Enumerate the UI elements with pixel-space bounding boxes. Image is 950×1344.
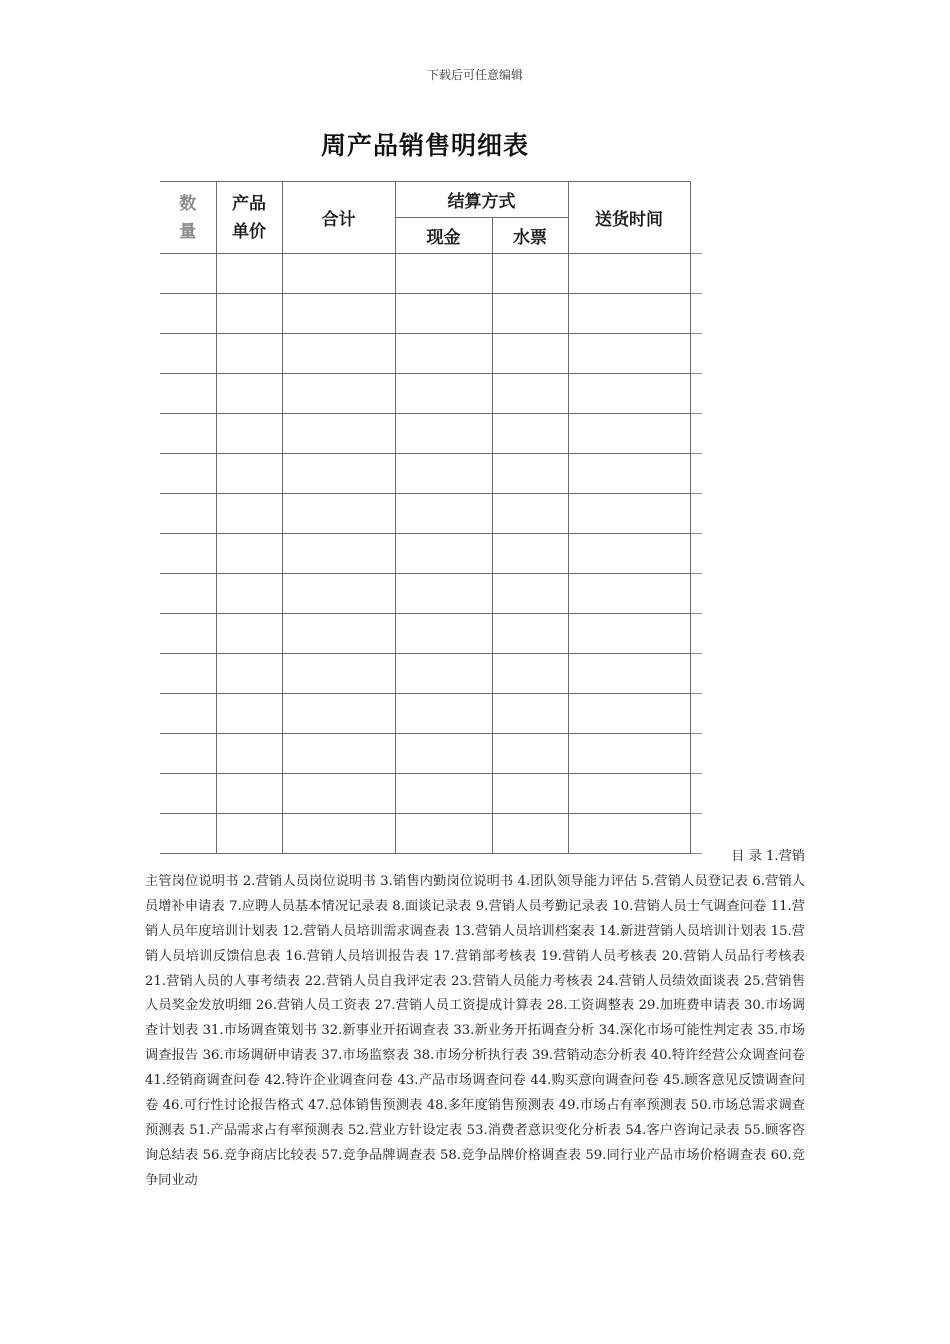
table-row <box>160 614 702 654</box>
table-cell <box>395 734 492 774</box>
table-cell <box>216 654 282 694</box>
table-cell <box>216 414 282 454</box>
table-cell <box>568 774 690 814</box>
edge-cell <box>690 574 702 614</box>
unit-price-header <box>216 182 282 254</box>
table-cell <box>568 254 690 294</box>
table-cell <box>282 774 395 814</box>
table-cell <box>160 574 216 614</box>
water-ticket-header: 水票 <box>492 218 568 254</box>
table-cell <box>216 334 282 374</box>
table-cell <box>216 734 282 774</box>
table-title: 周产品销售明细表 <box>320 131 529 160</box>
table-cell <box>568 694 690 734</box>
table-cell <box>492 734 568 774</box>
edge-cell <box>690 182 702 254</box>
edge-cell <box>690 534 702 574</box>
edge-cell <box>690 374 702 414</box>
table-cell <box>568 294 690 334</box>
total-header: 合计 <box>282 182 395 254</box>
edge-cell <box>690 414 702 454</box>
table-row <box>160 534 702 574</box>
table-cell <box>492 534 568 574</box>
table-cell <box>492 494 568 534</box>
table-cell <box>492 374 568 414</box>
table-row <box>160 334 702 374</box>
table-cell <box>160 334 216 374</box>
edge-cell <box>690 494 702 534</box>
toc-body: 主管岗位说明书 2.营销人员岗位说明书 3.销售内勤岗位说明书 4.团队领导能力评估 5.营销人员登记表 6.营销人员增补申请表 7.应聘人员基本情况记录表 8.面谈记录表 9.营销人员考勤记录表 10.营销人员士气调查问卷 11.营销人员年度培训计划表 12.营销人员培训需求调查表 13.营销人员培训档案表 14.新进营销人员培训计划表 15.营销人员培训反馈信息表 16.营销人员培训报告表 17.营销部考核表 19.营销人员考核表 20.营销人员品行考核表 21.营销人员的人事考绩表 22.营销人员自我评定表 23.营销人员能力考核表 24.营销人员绩效面谈表 25.营销售人员奖金发放明细 26.营销人员工资表 27.营销人员工资提成计算表 28.工资调整表 29.加班费申请表 30.市场调查计划表 31.市场调查策划书 32.新事业开拓调查表 33.新业务开拓调查分析 34.深化市场可能性判定表 35.市场调查报告 36.市场调研申请表 37.市场监察表 38.市场分析执行表 39.营销动态分析表 40.特许经营公众调查问卷 41.经销商调查问卷 42.特许企业调查问卷 43.产品市场调查问卷 44.购买意向调查问卷 45.顾客意见反馈调查问卷 46.可行性讨论报告格式 47.总体销售预测表 48.多年度销售预测表 49.市场占有率预测表 50.市场总需求调查预测表 51.产品需求占有率预测表 52.营业方针设定表 53.消费者意识变化分析表 54.客户咨询记录表 55.顾客咨询总结表 56.竞争商店比较表 57.竞争品牌调查表 58.竞争品牌价格调查表 59.同行业产品市场价格调查表 60.竞争同业动 <box>145 873 805 1188</box>
table-cell <box>492 294 568 334</box>
header-note: 下载后可任意编辑 <box>426 68 523 82</box>
table-cell <box>568 654 690 694</box>
table-row <box>160 734 702 774</box>
table-cell <box>282 494 395 534</box>
settlement-header: 结算方式 <box>395 182 568 218</box>
quantity-header-line2: 量 <box>179 221 197 242</box>
delivery-time-header: 送货时间 <box>568 182 690 254</box>
table-cell <box>160 614 216 654</box>
table-cell <box>282 454 395 494</box>
edge-cell <box>690 614 702 654</box>
table-cell <box>160 374 216 414</box>
table-cell <box>216 694 282 734</box>
table-cell <box>216 254 282 294</box>
table-cell <box>282 334 395 374</box>
table-cell <box>282 254 395 294</box>
table-cell <box>492 414 568 454</box>
table-cell <box>492 694 568 734</box>
table-cell <box>282 414 395 454</box>
unit-price-header-line2: 单价 <box>232 221 266 242</box>
edge-cell <box>690 654 702 694</box>
table-cell <box>568 414 690 454</box>
table-cell <box>492 334 568 374</box>
cash-header: 现金 <box>395 218 492 254</box>
table-cell <box>282 534 395 574</box>
table-cell <box>568 614 690 654</box>
table-row <box>160 694 702 734</box>
table-row <box>160 414 702 454</box>
table-row <box>160 294 702 334</box>
table-cell <box>492 254 568 294</box>
table-cell <box>395 694 492 734</box>
table-cell <box>216 294 282 334</box>
table-cell <box>568 334 690 374</box>
table-cell <box>282 294 395 334</box>
table-cell <box>395 494 492 534</box>
table-cell <box>160 694 216 734</box>
table-body <box>160 254 702 854</box>
quantity-header <box>160 182 216 254</box>
table-cell <box>160 774 216 814</box>
edge-cell <box>690 694 702 734</box>
table-cell <box>492 614 568 654</box>
table-cell <box>568 734 690 774</box>
table-cell <box>395 334 492 374</box>
table-cell <box>568 534 690 574</box>
table-cell <box>568 454 690 494</box>
table-cell <box>492 454 568 494</box>
edge-cell <box>690 334 702 374</box>
toc-first-line: 目 录 1.营销 <box>731 849 805 864</box>
table-cell <box>395 534 492 574</box>
table-cell <box>160 734 216 774</box>
sales-table <box>160 181 702 854</box>
edge-cell <box>690 294 702 334</box>
table-cell <box>160 654 216 694</box>
table-cell <box>160 534 216 574</box>
table-cell <box>568 494 690 534</box>
table-cell <box>160 294 216 334</box>
table-cell <box>395 774 492 814</box>
table-row <box>160 454 702 494</box>
table-cell <box>568 374 690 414</box>
table-cell <box>160 454 216 494</box>
table-cell <box>216 374 282 414</box>
table-cell <box>216 774 282 814</box>
table-cell <box>160 254 216 294</box>
toc <box>145 845 805 1194</box>
table-row <box>160 254 702 294</box>
table-cell <box>395 614 492 654</box>
table-cell <box>395 374 492 414</box>
table-row <box>160 374 702 414</box>
unit-price-header-line1: 产品 <box>232 193 266 214</box>
table-cell <box>216 454 282 494</box>
table-cell <box>282 694 395 734</box>
table-cell <box>160 414 216 454</box>
table-cell <box>282 654 395 694</box>
edge-cell <box>690 774 702 814</box>
table-cell <box>395 654 492 694</box>
table-cell <box>282 374 395 414</box>
table-cell <box>395 294 492 334</box>
table-cell <box>492 774 568 814</box>
table-cell <box>395 574 492 614</box>
table-cell <box>395 454 492 494</box>
edge-cell <box>690 734 702 774</box>
table-cell <box>492 574 568 614</box>
table-cell <box>216 494 282 534</box>
table-row <box>160 654 702 694</box>
table-cell <box>568 574 690 614</box>
table-cell <box>282 614 395 654</box>
table-row <box>160 494 702 534</box>
table-cell <box>282 734 395 774</box>
table-cell <box>216 574 282 614</box>
table-cell <box>160 494 216 534</box>
table-row <box>160 774 702 814</box>
quantity-header-line1: 数 <box>179 193 197 214</box>
table-cell <box>395 414 492 454</box>
table-row <box>160 574 702 614</box>
table-cell <box>492 654 568 694</box>
table-cell <box>216 614 282 654</box>
table-cell <box>395 254 492 294</box>
table-cell <box>216 534 282 574</box>
edge-cell <box>690 454 702 494</box>
edge-cell <box>690 254 702 294</box>
table-cell <box>282 574 395 614</box>
